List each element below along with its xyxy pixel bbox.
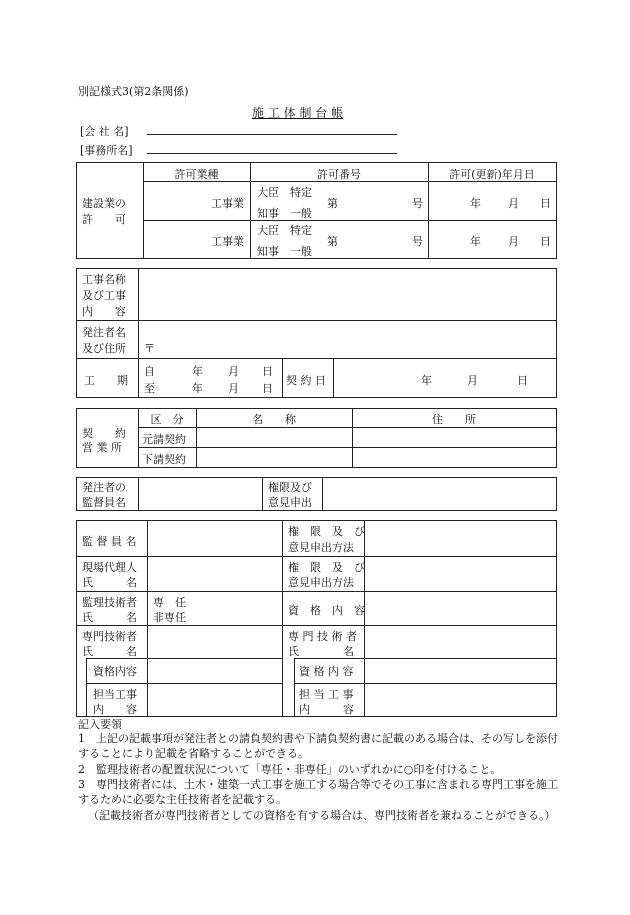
chief-engineer-label: 監理技術者 bbox=[82, 596, 137, 609]
minister-label: 大臣 bbox=[257, 224, 279, 237]
col-permit-type: 許可業種 bbox=[174, 168, 219, 181]
general-label: 一般 bbox=[290, 245, 312, 258]
site-agent-label-2: 氏 名 bbox=[82, 576, 137, 589]
col-name: 名 称 bbox=[252, 413, 296, 426]
note-3b: （記載技術者が専門技術者としての資格を有する場合は、専門技術者を兼ねることができる。） bbox=[88, 809, 556, 822]
col-address: 住 所 bbox=[432, 413, 476, 426]
client-supervisor-label: 発注者の bbox=[82, 481, 126, 494]
authority-label: 権 限 及 び bbox=[288, 525, 365, 538]
project-name-label-2: 及び工事 bbox=[82, 289, 126, 302]
no-prefix: 第 bbox=[327, 235, 338, 248]
assigned-work-label: 担当工事 bbox=[93, 688, 137, 701]
qualification-label: 資格内容 bbox=[93, 665, 137, 678]
client-supervisor-label-2: 監督員名 bbox=[82, 496, 126, 509]
postal-mark: 〒 bbox=[144, 342, 155, 355]
office-name-label: [事務所名] bbox=[80, 144, 133, 157]
special-label: 特定 bbox=[290, 186, 312, 199]
permit-label: 建設業の bbox=[82, 197, 126, 210]
period-label: 工 期 bbox=[84, 374, 128, 387]
day-label: 日 bbox=[540, 197, 551, 210]
governor-label: 知事 bbox=[257, 207, 279, 220]
client-label-2: 及び住所 bbox=[82, 342, 126, 355]
work-suffix: 工事業 bbox=[211, 235, 244, 248]
day-label: 日 bbox=[262, 365, 273, 378]
specialist-label-2: 氏 名 bbox=[82, 645, 137, 658]
authority-label-2: 意見申出方法 bbox=[288, 576, 354, 589]
authority-label: 権 限 及 び bbox=[288, 561, 365, 574]
office-label: 契 約 bbox=[82, 427, 126, 440]
project-name-label-3: 内 容 bbox=[82, 305, 126, 318]
to-label: 至 bbox=[144, 382, 155, 395]
row-subcontract: 下請契約 bbox=[142, 453, 186, 466]
form-label: 別記様式3(第2条関係) bbox=[78, 85, 189, 98]
no-suffix: 号 bbox=[412, 197, 423, 210]
col-permit-number: 許可番号 bbox=[317, 168, 361, 181]
work-suffix: 工事業 bbox=[211, 197, 244, 210]
governor-label: 知事 bbox=[257, 245, 279, 258]
permit-label-2: 許 可 bbox=[82, 213, 126, 226]
general-label: 一般 bbox=[290, 207, 312, 220]
authority-label: 権限及び bbox=[268, 481, 312, 494]
fulltime-option[interactable]: 専 任 bbox=[153, 596, 186, 609]
month-label: 月 bbox=[228, 382, 239, 395]
note-1: 1 上記の記載事項が発注者との請負契約書や下請負契約書に記載のある場合は、その写しを添付することにより記載を省略することができる。 bbox=[78, 732, 558, 760]
note-3: 3 専門技術者には、土木・建築一式工事を施工する場合等でその工事に含まれる専門工事を施工するために必要な主任技術者を記載する。 bbox=[78, 778, 558, 806]
authority-label-2: 意見申出方法 bbox=[288, 541, 354, 554]
assigned-work-label: 担 当 工 事 bbox=[299, 688, 354, 701]
specialist-label: 専 門 技 術 者 bbox=[288, 630, 357, 643]
no-suffix: 号 bbox=[412, 235, 423, 248]
notes-heading: 記入要領 bbox=[78, 718, 122, 731]
special-label: 特定 bbox=[290, 224, 312, 237]
client-label: 発注者名 bbox=[82, 326, 126, 339]
authority-label-2: 意見申出 bbox=[268, 496, 312, 509]
office-label-2: 営 業 所 bbox=[82, 441, 122, 454]
year-label: 年 bbox=[192, 365, 203, 378]
month-label: 月 bbox=[508, 197, 519, 210]
chief-engineer-label-2: 氏 名 bbox=[82, 611, 137, 624]
assigned-work-label-2: 内 容 bbox=[299, 703, 354, 716]
office-name-field[interactable] bbox=[147, 153, 397, 154]
specialist-label-2: 氏 名 bbox=[288, 645, 354, 658]
qualification-label: 資 格 内 容 bbox=[288, 604, 365, 617]
project-name-label: 工事名称 bbox=[82, 273, 126, 286]
day-label: 日 bbox=[517, 374, 528, 387]
year-label: 年 bbox=[421, 374, 432, 387]
month-label: 月 bbox=[228, 365, 239, 378]
day-label: 日 bbox=[540, 235, 551, 248]
day-label: 日 bbox=[262, 382, 273, 395]
company-name-label: [会 社 名] bbox=[80, 125, 129, 138]
not-fulltime-option[interactable]: 非専任 bbox=[153, 611, 186, 624]
site-agent-label: 現場代理人 bbox=[82, 561, 137, 574]
company-name-field[interactable] bbox=[147, 134, 397, 135]
col-division: 区 分 bbox=[150, 413, 184, 426]
col-permit-date: 許可(更新)年月日 bbox=[449, 168, 535, 181]
qualification-label: 資 格 内 容 bbox=[299, 665, 354, 678]
note-2: 2 監理技術者の配置状況について「専任・非専任」のいずれかに○印を付けること。 bbox=[78, 763, 502, 776]
year-label: 年 bbox=[192, 382, 203, 395]
from-label: 自 bbox=[144, 365, 155, 378]
year-label: 年 bbox=[470, 235, 481, 248]
supervisor-label: 監 督 員 名 bbox=[82, 535, 137, 548]
month-label: 月 bbox=[467, 374, 478, 387]
contract-date-label: 契 約 日 bbox=[286, 374, 326, 387]
year-label: 年 bbox=[470, 197, 481, 210]
row-prime-contract: 元請契約 bbox=[142, 433, 186, 446]
no-prefix: 第 bbox=[327, 197, 338, 210]
minister-label: 大臣 bbox=[257, 186, 279, 199]
assigned-work-label-2: 内 容 bbox=[93, 703, 137, 716]
month-label: 月 bbox=[508, 235, 519, 248]
page-title: 施 工 体 制 台 帳 bbox=[252, 106, 344, 120]
specialist-label: 専門技術者 bbox=[82, 630, 137, 643]
